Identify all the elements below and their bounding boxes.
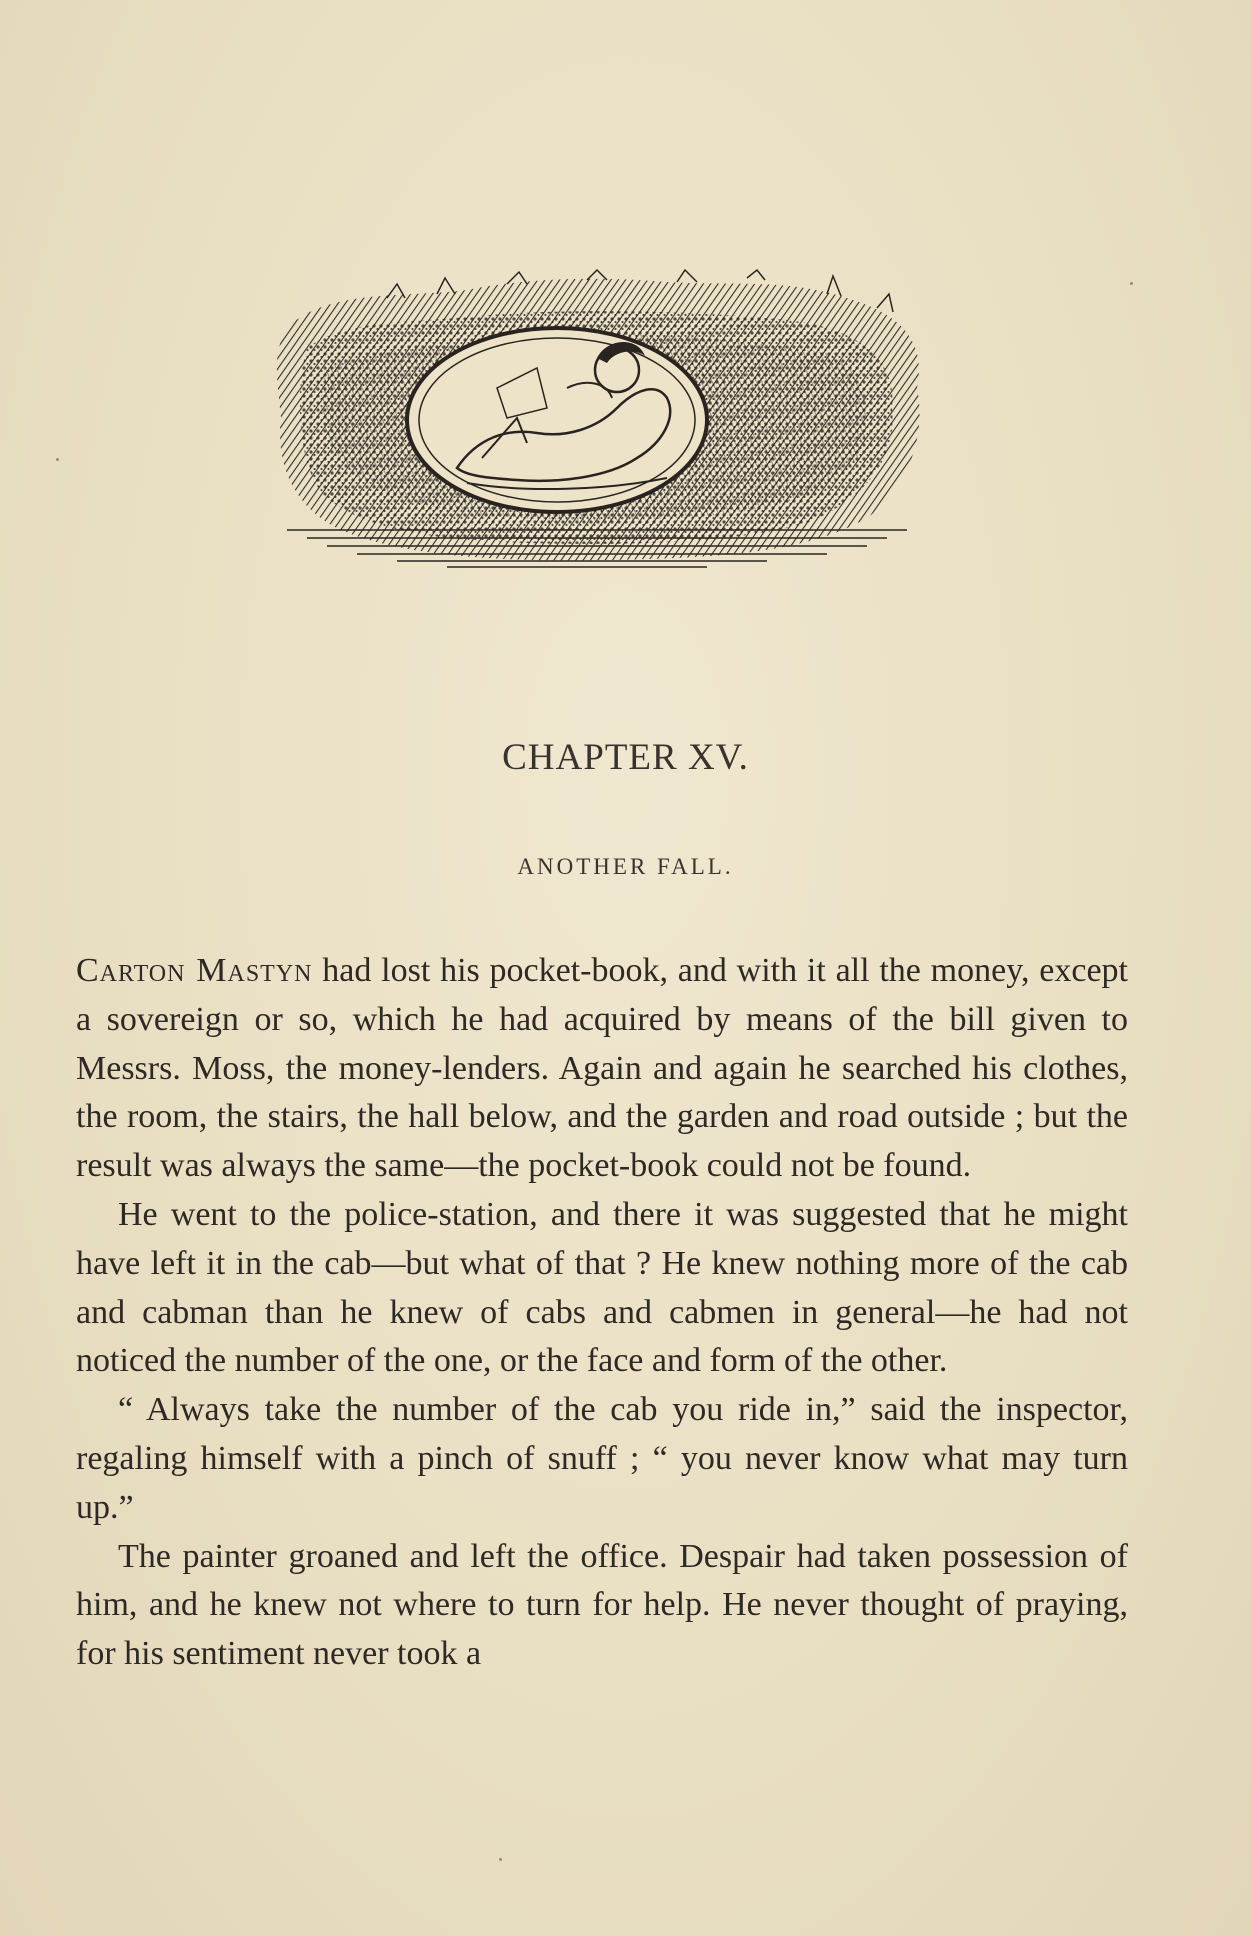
paper-speck <box>499 1858 502 1861</box>
paragraph-2: He went to the police-station, and there it was suggested that he might have left it in the cab—but what of that ? He knew nothing more of the cab and cabman than he knew of cabs and cabmen in general—he had not noticed the number of the one, or the face and form of the other. <box>76 1195 1128 1380</box>
engraved-vignette-illustration <box>267 268 935 578</box>
chapter-title: ANOTHER FALL. <box>517 854 734 879</box>
paper-speck <box>1130 282 1133 285</box>
paper-speck <box>56 458 59 461</box>
paragraph-1 <box>76 947 1128 1191</box>
paragraph-3: “ Always take the number of the cab you ride in,” said the inspector, regaling himself with a pinch of snuff ; “ you never know what may turn up.” <box>76 1391 1128 1526</box>
chapter-body <box>76 947 1128 1679</box>
paragraph-4: The painter groaned and left the office. Despair had taken possession of him, and he knew not where to turn for help. He never thought of praying, for his sentiment never took a <box>76 1537 1128 1673</box>
chapter-heading: CHAPTER XV. <box>502 737 749 778</box>
lead-in-smallcaps: Carton Mastyn <box>76 952 313 989</box>
paragraph-text: had lost his pocket-book, and with it all the money, except a sovereign or so, which he had acquired by means of the bill given to Messrs. Moss, the money-lenders. Again and again he searched his clothes, the room, the stairs, the hall below, and the garden and road outside ; but the result was always the same—the pocket-book could not be found. <box>76 952 1129 1185</box>
